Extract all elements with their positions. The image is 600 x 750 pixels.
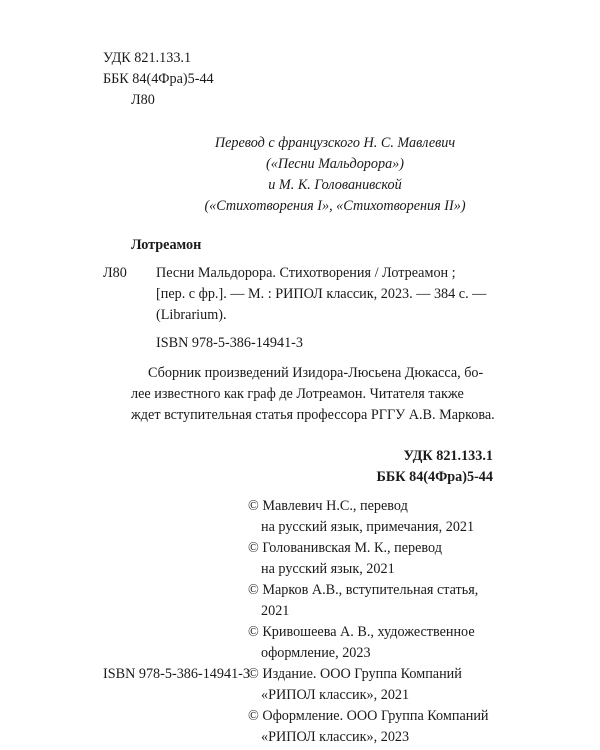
translation-line: («Стихотворения I», «Стихотворения II»)	[204, 198, 466, 214]
copyright-line: © Марков А.В., вступительная статья,	[248, 582, 479, 598]
copyright-line: © Кривошеева А. В., художественное	[248, 624, 475, 640]
translation-line: («Песни Мальдорора»)	[266, 156, 404, 172]
translation-line: Перевод с французского Н. С. Мавлевич	[214, 135, 456, 151]
udk-code-card: УДК 821.133.1	[403, 448, 493, 464]
author-sign-top: Л80	[131, 92, 155, 108]
bbk-code-top: ББК 84(4Фра)5-44	[103, 71, 214, 87]
copyright-line: на русский язык, 2021	[261, 561, 395, 577]
description-line: Песни Мальдорора. Стихотворения / Лотреамон ;	[156, 265, 456, 281]
copyright-entry	[248, 538, 489, 580]
copyright-line: на русский язык, примечания, 2021	[261, 519, 475, 535]
catalog-annotation	[131, 363, 495, 426]
catalog-sign: Л80	[103, 265, 127, 281]
annotation-line: лее известного как граф де Лотреамон. Читателя также	[131, 386, 464, 402]
copyright-entry	[248, 496, 489, 538]
catalog-description	[156, 263, 486, 326]
catalog-isbn: ISBN 978-5-386-14941-3	[156, 335, 303, 351]
copyright-line: «РИПОЛ классик», 2021	[261, 687, 410, 703]
annotation-line: ждет вступительная статья профессора РГГУ А.В. Маркова.	[131, 407, 495, 423]
copyright-entry	[248, 706, 489, 748]
copyright-line: © Голованивская М. К., перевод	[248, 540, 442, 556]
copyright-entry	[248, 664, 489, 706]
translation-note	[190, 133, 480, 217]
bbk-code-card: ББК 84(4Фра)5-44	[376, 469, 493, 485]
copyright-entry	[248, 580, 489, 622]
copyright-line: © Мавлевич Н.С., перевод	[248, 498, 408, 514]
copyright-line: © Оформление. ООО Группа Компаний	[248, 708, 489, 724]
description-line: [пер. с фр.]. — М. : РИПОЛ классик, 2023. — 384 с. —	[156, 286, 487, 302]
translation-line: и М. К. Голованивской	[268, 177, 402, 193]
catalog-author: Лотреамон	[131, 237, 202, 253]
isbn-bottom: ISBN 978-5-386-14941-3	[103, 666, 250, 682]
annotation-line: Сборник произведений Изидора-Люсьена Дюкасса, бо-	[148, 365, 484, 381]
udk-code-top: УДК 821.133.1	[103, 50, 192, 66]
catalog-codes	[300, 446, 493, 488]
copyright-entry	[248, 622, 489, 664]
copyright-line: 2021	[261, 603, 290, 619]
copyright-line: © Издание. ООО Группа Компаний	[248, 666, 462, 682]
copyright-block	[248, 496, 489, 748]
copyright-line: оформление, 2023	[261, 645, 371, 661]
description-line: (Librarium).	[156, 307, 227, 323]
copyright-line: «РИПОЛ классик», 2023	[261, 729, 410, 745]
